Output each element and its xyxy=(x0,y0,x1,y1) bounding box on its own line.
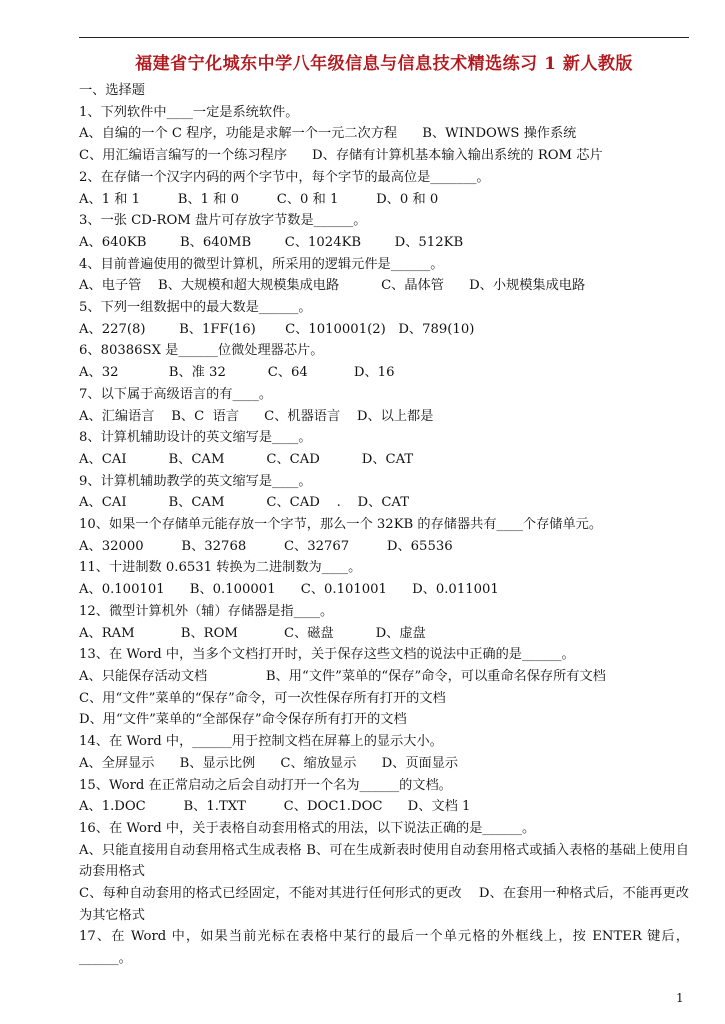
question-13-options-ab: A、只能保存活动文档 B、用“文件”菜单的“保存”命令，可以重命名保存所有文档 xyxy=(79,668,606,684)
question-8: 8、计算机辅助设计的英文缩写是____。 xyxy=(79,430,312,446)
question-6-options: A、32 B、准 32 C、64 D、16 xyxy=(79,365,395,381)
page-number: 1 xyxy=(676,991,684,1005)
document-title: 福建省宁化城东中学八年级信息与信息技术精选练习 1 新人教版 xyxy=(135,54,633,74)
question-11-options: A、0.100101 B、0.100001 C、0.101001 D、0.011001 xyxy=(79,582,499,598)
question-13-option-c: C、用“文件”菜单的“保存”命令，可一次性保存所有打开的文档 xyxy=(79,690,446,706)
question-17: 17、在 Word 中，如果当前光标在表格中某行的最后一个单元格的外框线上，按 ENTER 键后，______。 xyxy=(79,929,689,967)
question-1-options-a: A、自编的一个 C 程序，功能是求解一个一元二次方程 B、WINDOWS 操作系统 xyxy=(79,126,577,142)
question-14-options: A、全屏显示 B、显示比例 C、缩放显示 D、页面显示 xyxy=(79,755,459,771)
question-1: 1、下列软件中____一定是系统软件。 xyxy=(79,104,299,120)
question-4-options: A、电子管 B、大规模和超大规模集成电路 C、晶体管 D、小规模集成电路 xyxy=(79,278,586,294)
question-6: 6、80386SX 是______位微处理器芯片。 xyxy=(79,343,324,359)
question-16-options-cd: C、每种自动套用的格式已经固定，不能对其进行任何形式的更改 D、在套用一种格式后，不能再更改为其它格式 xyxy=(79,886,689,923)
question-10-options: A、32000 B、32768 C、32767 D、65536 xyxy=(79,538,453,554)
question-2-options: A、1 和 1 B、1 和 0 C、0 和 1 D、0 和 0 xyxy=(79,191,439,207)
question-5-options: A、227(8) B、1FF(16) C、1010001(2) D、789(10) xyxy=(79,321,475,337)
question-16: 16、在 Word 中，关于表格自动套用格式的用法，以下说法正确的是______。 xyxy=(79,820,536,836)
question-12-options: A、RAM B、ROM C、磁盘 D、虚盘 xyxy=(79,625,426,641)
question-14: 14、在 Word 中，______用于控制文档在屏幕上的显示大小。 xyxy=(79,734,443,750)
question-11: 11、十进制数 0.6531 转换为二进制数为____。 xyxy=(79,560,362,576)
question-3: 3、一张 CD-ROM 盘片可存放字节数是______。 xyxy=(79,213,367,229)
question-13: 13、在 Word 中，当多个文档打开时，关于保存这些文档的说法中正确的是______。 xyxy=(79,647,575,663)
question-4: 4、目前普遍使用的微型计算机，所采用的逻辑元件是______。 xyxy=(79,256,444,272)
question-2: 2、在存储一个汉字内码的两个字节中，每个字节的最高位是_______。 xyxy=(79,169,490,185)
question-10: 10、如果一个存储单元能存放一个字节，那么一个 32KB 的存储器共有____个存储单元。 xyxy=(79,517,603,533)
question-8-options: A、CAI B、CAM C、CAD D、CAT xyxy=(79,451,414,467)
question-15: 15、Word 在正常启动之后会自动打开一个名为______的文档。 xyxy=(79,777,452,793)
question-12: 12、微型计算机外（辅）存储器是指____。 xyxy=(79,603,334,619)
header-rule xyxy=(79,37,689,38)
question-9-options: A、CAI B、CAM C、CAD . D、CAT xyxy=(79,495,410,511)
question-7-options: A、汇编语言 B、C 语言 C、机器语言 D、以上都是 xyxy=(79,408,434,424)
section-heading: 一、选择题 xyxy=(79,83,145,98)
question-15-options: A、1.DOC B、1.TXT C、DOC1.DOC D、文档 1 xyxy=(79,799,471,815)
question-16-options-ab: A、只能直接用自动套用格式生成表格 B、可在生成新表时使用自动套用格式或插入表格的基础上使用自动套用格式 xyxy=(79,842,689,880)
document-body xyxy=(79,80,689,970)
question-1-options-c: C、用汇编语言编写的一个练习程序 D、存储有计算机基本输入输出系统的 ROM 芯片 xyxy=(79,148,603,164)
question-5: 5、下列一组数据中的最大数是______。 xyxy=(79,300,312,316)
question-3-options: A、640KB B、640MB C、1024KB D、512KB xyxy=(79,234,464,250)
question-13-option-d: D、用“文件”菜单的“全部保存”命令保存所有打开的文档 xyxy=(79,712,407,728)
question-7: 7、以下属于高级语言的有____。 xyxy=(79,386,273,402)
question-9: 9、计算机辅助教学的英文缩写是____。 xyxy=(79,473,312,489)
